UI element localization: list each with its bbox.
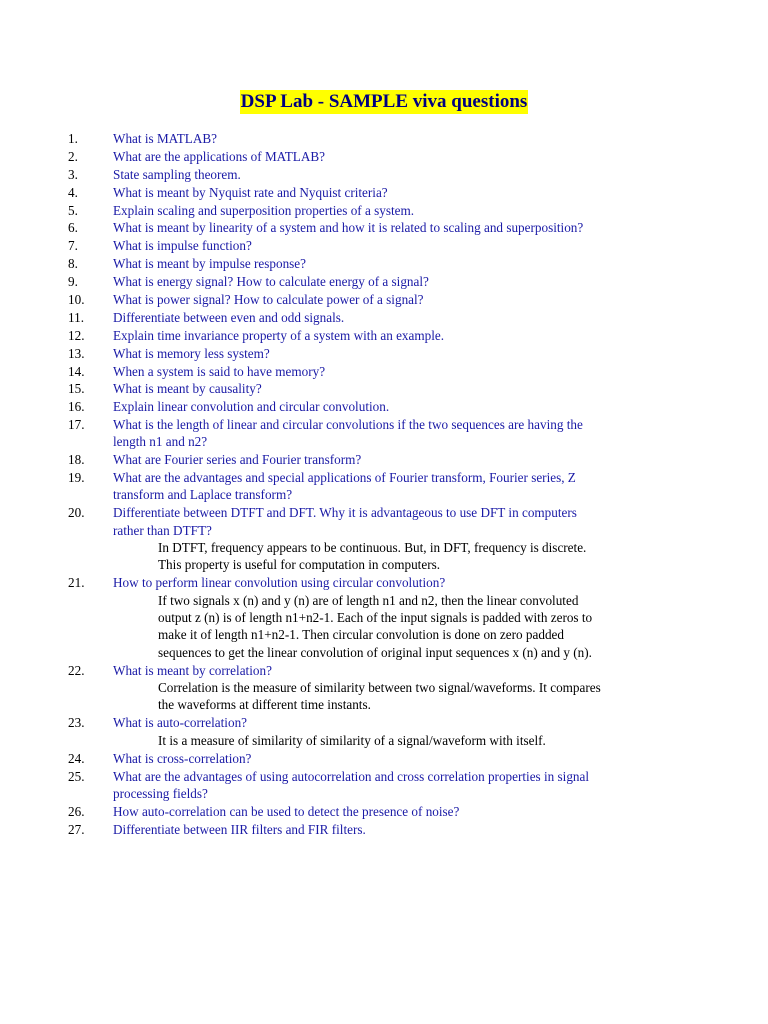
question-line: What is cross-correlation? [113, 750, 252, 766]
question-item [0, 504, 768, 573]
question-number: 16. [68, 399, 85, 415]
question-number: 18. [68, 452, 85, 468]
question-text [113, 345, 653, 362]
question-text [113, 291, 653, 308]
question-number: 6. [68, 220, 78, 236]
answer-text [158, 679, 668, 713]
question-line: Differentiate between IIR filters and FIR filters. [113, 821, 366, 837]
answer-text [158, 732, 668, 749]
question-item [0, 202, 768, 219]
question-item [0, 574, 768, 661]
question-text [113, 750, 653, 767]
question-number: 7. [68, 238, 78, 254]
question-text [113, 273, 653, 290]
question-number: 17. [68, 417, 85, 433]
question-item [0, 237, 768, 254]
question-number: 4. [68, 184, 78, 200]
question-line: What is energy signal? How to calculate energy of a signal? [113, 274, 429, 290]
question-text [113, 148, 653, 165]
question-text [113, 380, 653, 397]
question-item [0, 130, 768, 147]
question-line: What is auto-correlation? [113, 715, 248, 731]
question-number: 12. [68, 327, 85, 343]
question-item [0, 363, 768, 380]
question-item [0, 398, 768, 415]
question-number: 23. [68, 715, 85, 731]
question-item [0, 184, 768, 201]
question-line: How auto-correlation can be used to detect the presence of noise? [113, 803, 460, 819]
question-item [0, 309, 768, 326]
question-number: 13. [68, 345, 85, 361]
question-item [0, 750, 768, 767]
question-text [113, 166, 653, 183]
question-number: 1. [68, 131, 78, 146]
question-line: What is power signal? How to calculate power of a signal? [113, 292, 424, 308]
answer-line: output z (n) is of length n1+n2-1. Each of the input signals is padded with zeros to [158, 610, 593, 626]
question-text [113, 255, 653, 272]
question-item [0, 821, 768, 838]
question-line: Explain scaling and superposition properties of a system. [113, 202, 415, 218]
question-item [0, 451, 768, 468]
question-line: Differentiate between even and odd signals. [113, 309, 345, 325]
question-text [113, 184, 653, 201]
question-item [0, 273, 768, 290]
question-item [0, 255, 768, 272]
question-item [0, 327, 768, 344]
question-line: What are the applications of MATLAB? [113, 148, 326, 164]
question-line: How to perform linear convolution using circular convolution? [113, 575, 446, 591]
question-text [113, 202, 653, 219]
question-number: 9. [68, 274, 78, 290]
question-line: When a system is said to have memory? [113, 363, 326, 379]
answer-line: In DTFT, frequency appears to be continuous. But, in DFT, frequency is discrete. [158, 540, 587, 556]
question-item [0, 148, 768, 165]
question-text [113, 504, 653, 538]
question-text [113, 363, 653, 380]
answer-line: the waveforms at different time instants. [158, 697, 371, 713]
question-number: 21. [68, 575, 85, 591]
question-line: What is MATLAB? [113, 131, 218, 146]
question-line: What is meant by causality? [113, 381, 262, 397]
question-line: State sampling theorem. [113, 166, 241, 182]
title-container [0, 90, 768, 114]
question-number: 14. [68, 363, 85, 379]
question-item [0, 714, 768, 749]
question-line: Explain time invariance property of a system with an example. [113, 327, 445, 343]
question-line: processing fields? [113, 786, 208, 802]
question-text [113, 662, 653, 679]
question-number: 11. [68, 309, 84, 325]
question-item [0, 768, 768, 802]
question-item [0, 380, 768, 397]
question-item [0, 345, 768, 362]
answer-line: make it of length n1+n2-1. Then circular convolution is done on zero padded [158, 627, 565, 643]
question-number: 2. [68, 148, 78, 164]
answer-text [158, 592, 668, 661]
question-number: 5. [68, 202, 78, 218]
question-number: 26. [68, 803, 85, 819]
document-title: DSP Lab - SAMPLE viva questions [240, 91, 528, 112]
question-line: length n1 and n2? [113, 434, 208, 450]
question-line: What are the advantages and special applications of Fourier transform, Fourier series, Z [113, 470, 576, 486]
question-line: What is meant by Nyquist rate and Nyquist criteria? [113, 184, 388, 200]
question-list [0, 130, 768, 839]
question-item [0, 662, 768, 714]
question-line: Differentiate between DTFT and DFT. Why it is advantageous to use DFT in computers [113, 505, 577, 521]
question-text [113, 768, 653, 802]
question-text [113, 130, 653, 147]
answer-line: If two signals x (n) and y (n) are of length n1 and n2, then the linear convoluted [158, 593, 579, 609]
question-text [113, 327, 653, 344]
question-item [0, 416, 768, 450]
answer-line: It is a measure of similarity of similarity of a signal/waveform with itself. [158, 733, 546, 749]
question-text [113, 574, 653, 591]
question-text [113, 821, 653, 838]
answer-line: Correlation is the measure of similarity between two signal/waveforms. It compares [158, 680, 601, 696]
question-line: What is meant by linearity of a system and how it is related to scaling and superposition? [113, 220, 584, 236]
question-number: 19. [68, 470, 85, 486]
question-line: What is meant by correlation? [113, 662, 272, 678]
question-line: What is impulse function? [113, 238, 252, 254]
answer-line: sequences to get the linear convolution of original input sequences x (n) and y (n). [158, 644, 592, 660]
question-text [113, 309, 653, 326]
question-text [113, 398, 653, 415]
question-text [113, 416, 653, 450]
question-number: 10. [68, 292, 85, 308]
question-item [0, 469, 768, 503]
question-item [0, 291, 768, 308]
question-line: Explain linear convolution and circular convolution. [113, 399, 390, 415]
question-number: 24. [68, 750, 85, 766]
question-line: What are Fourier series and Fourier transform? [113, 452, 362, 468]
question-text [113, 469, 653, 503]
question-line: transform and Laplace transform? [113, 487, 293, 503]
question-text [113, 237, 653, 254]
question-line: What is memory less system? [113, 345, 270, 361]
question-number: 20. [68, 505, 85, 521]
question-number: 25. [68, 768, 85, 784]
question-item [0, 166, 768, 183]
question-line: rather than DTFT? [113, 522, 212, 538]
question-text [113, 219, 653, 236]
question-item [0, 803, 768, 820]
question-number: 22. [68, 662, 85, 678]
question-text [113, 451, 653, 468]
question-number: 27. [68, 821, 85, 837]
question-line: What is the length of linear and circular convolutions if the two sequences are having the [113, 417, 583, 433]
question-text [113, 803, 653, 820]
question-number: 15. [68, 381, 85, 397]
question-number: 3. [68, 166, 78, 182]
question-text [113, 714, 653, 731]
question-number: 8. [68, 256, 78, 272]
answer-text [158, 539, 668, 573]
question-line: What is meant by impulse response? [113, 256, 307, 272]
question-line: What are the advantages of using autocorrelation and cross correlation properties in signal [113, 768, 590, 784]
answer-line: This property is useful for computation in computers. [158, 557, 441, 573]
question-item [0, 219, 768, 236]
